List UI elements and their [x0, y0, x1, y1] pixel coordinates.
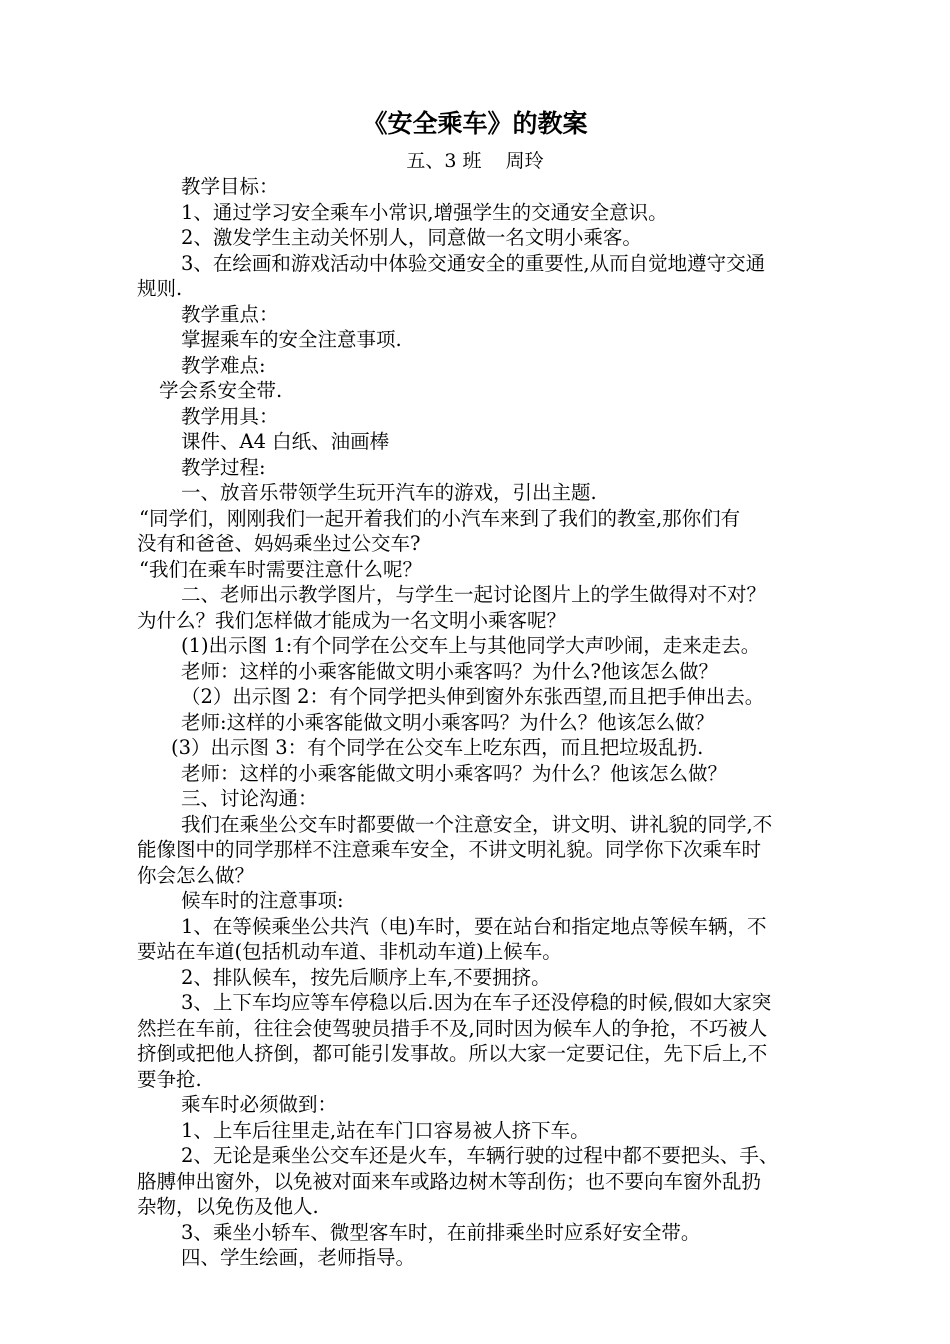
section-heading-objectives: 教学目标： [181, 175, 279, 198]
section-heading-key-points: 教学重点： [181, 302, 279, 326]
document-title: 《安全乘车》的教案 [362, 109, 588, 138]
process-quote-1: “同学们，刚刚我们一起开着我们的小汽车来到了我们的教室,那你们有 [139, 506, 741, 530]
section-heading-tools: 教学用具： [181, 404, 279, 428]
document-body [137, 174, 867, 1271]
objective-3: 3、在绘画和游戏活动中体验交通安全的重要性,从而自觉地遵守交通 [181, 251, 766, 275]
process-step-3: 三、讨论沟通： [181, 787, 318, 810]
section-heading-difficulties: 教学难点: [181, 353, 266, 377]
teacher-question-3: 老师：这样的小乘客能做文明小乘客吗？为什么？他该怎么做？ [181, 761, 728, 785]
riding-heading: 乘车时必须做到： [181, 1093, 338, 1116]
waiting-rule-3-line-4: 要争抢. [137, 1067, 202, 1091]
riding-rule-3: 3、乘坐小轿车、微型客车时，在前排乘坐时应系好安全带。 [181, 1220, 701, 1244]
picture-3: (3）出示图 3：有个同学在公交车上吃东西，而且把垃圾乱扔. [171, 736, 704, 759]
objective-1: 1、通过学习安全乘车小常识,增强学生的交通安全意识。 [181, 200, 668, 224]
key-point-text: 掌握乘车的安全注意事项. [181, 328, 402, 351]
waiting-rule-2: 2、排队候车，按先后顺序上车,不要拥挤。 [181, 965, 551, 989]
waiting-rule-3: 3、上下车均应等车停稳以后.因为在车子还没停稳的时候,假如大家突 [181, 991, 772, 1014]
difficulty-text: 学会系安全带. [159, 379, 283, 402]
document-byline: 五、3 班 周玲 [406, 150, 544, 172]
waiting-rule-1-continued: 要站在车道(包括机动车道、非机动车道)上候车。 [137, 940, 562, 963]
discussion-paragraph: 我们在乘坐公交车时都要做一个注意安全，讲文明、讲礼貌的同学,不 [181, 812, 773, 836]
picture-2: （2）出示图 2：有个同学把头伸到窗外东张西望,而且把手伸出去。 [181, 685, 765, 708]
waiting-rule-3-line-2: 然拦在车前，往往会使驾驶员措手不及,同时因为候车人的争抢，不巧被人 [137, 1016, 768, 1040]
waiting-heading: 候车时的注意事项: [181, 889, 344, 912]
discussion-paragraph-line-3: 你会怎么做？ [137, 863, 255, 887]
waiting-rule-1: 1、在等候乘坐公共汽（电)车时，要在站台和指定地点等候车辆，不 [181, 914, 767, 938]
discussion-paragraph-line-2: 能像图中的同学那样不注意乘车安全，不讲文明礼貌。同学你下次乘车时 [137, 838, 762, 861]
process-quote-2: “我们在乘车时需要注意什么呢？ [139, 557, 422, 581]
objective-2: 2、激发学生主动关怀别人，同意做一名文明小乘客。 [181, 226, 642, 249]
tools-text: 课件、A4 白纸、油画棒 [181, 430, 390, 453]
riding-rule-2-line-2: 胳膊伸出窗外，以免被对面来车或路边树木等刮伤；也不要向车窗外乱扔 [137, 1169, 762, 1193]
riding-rule-2-line-3: 杂物，以免伤及他人. [137, 1195, 319, 1218]
section-heading-process: 教学过程: [181, 455, 266, 479]
teacher-question-2: 老师:这样的小乘客能做文明小乘客吗？为什么？他该怎么做？ [181, 710, 715, 734]
process-step-2-continued: 为什么？我们怎样做才能成为一名文明小乘客呢？ [137, 608, 567, 632]
process-step-1: 一、放音乐带领学生玩开汽车的游戏，引出主题. [181, 481, 597, 504]
process-step-4: 四、学生绘画，老师指导。 [181, 1246, 416, 1269]
process-step-2: 二、老师出示教学图片，与学生一起讨论图片上的学生做得对不对？ [181, 583, 767, 606]
picture-1: (1)出示图 1:有个同学在公交车上与其他同学大声吵闹，走来走去。 [181, 634, 761, 657]
teacher-question-1: 老师：这样的小乘客能做文明小乘客吗？为什么?他该怎么做？ [181, 659, 718, 683]
objective-3-continued: 规则. [137, 277, 183, 300]
process-quote-1-continued: 没有和爸爸、妈妈乘坐过公交车? [137, 532, 421, 555]
waiting-rule-3-line-3: 挤倒或把他人挤倒，都可能引发事故。所以大家一定要记住，先下后上,不 [137, 1042, 768, 1065]
riding-rule-2: 2、无论是乘坐公交车还是火车，车辆行驶的过程中都不要把头、手、 [181, 1144, 779, 1167]
riding-rule-1: 1、上车后往里走,站在车门口容易被人挤下车。 [181, 1118, 590, 1142]
